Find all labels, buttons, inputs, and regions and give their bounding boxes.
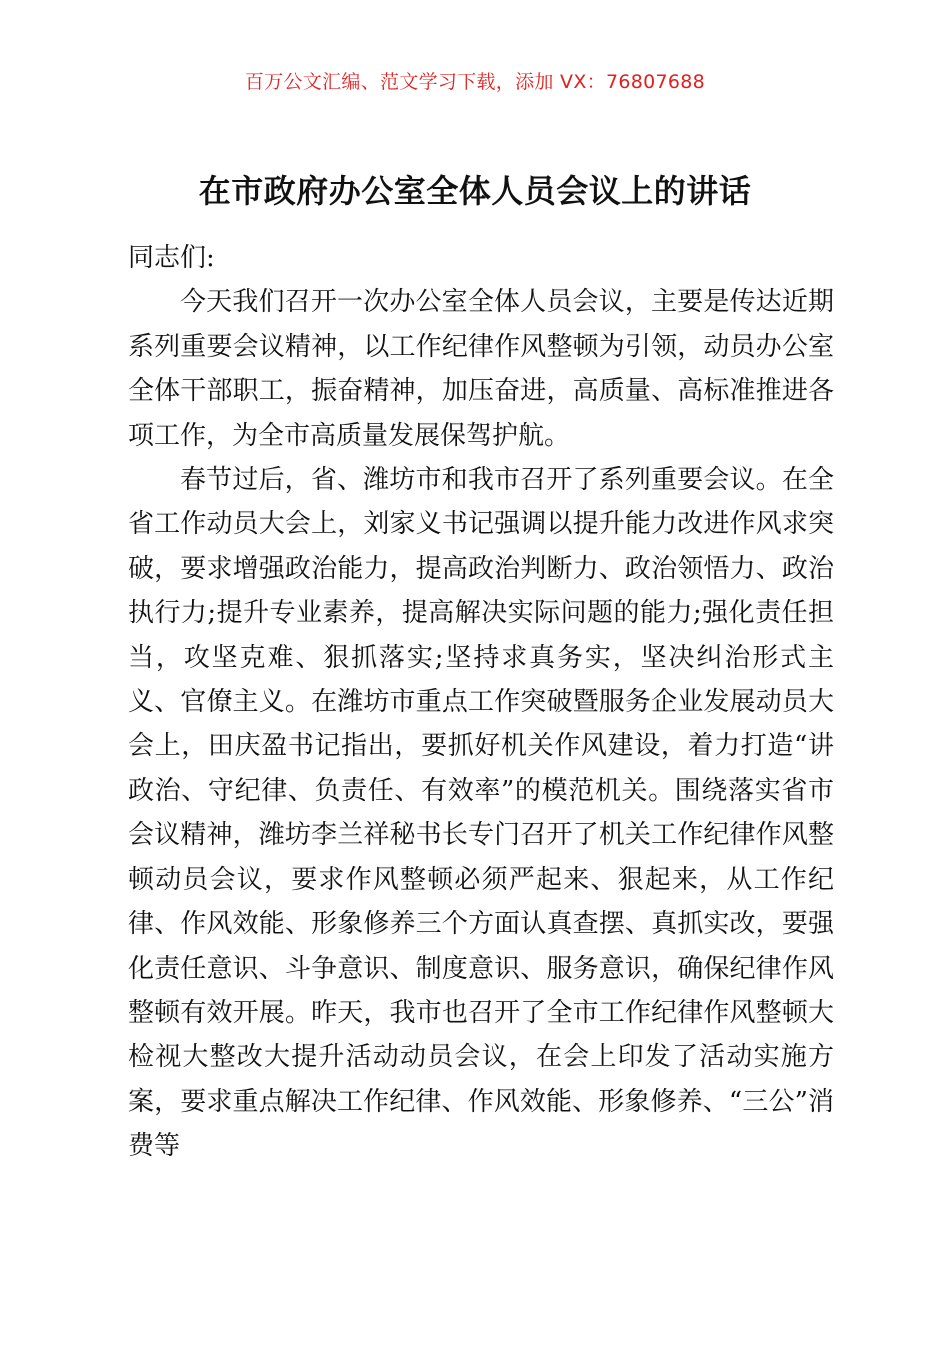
salutation: 同志们: — [128, 243, 215, 273]
paragraph-2: 春节过后，省、潍坊市和我市召开了系列重要会议。在全省工作动员大会上，刘家义书记强调以提升能力改进作风求突破，要求增强政治能力，提高政治判断力、政治领悟力、政治执行力;提升专业素养，提高解决实际问题的能力;强化责任担当，攻坚克难、狠抓落实;坚持求真务实，坚决纠治形式主义、官僚主义。在潍坊市重点工作突破暨服务企业发展动员大会上，田庆盈书记指出，要抓好机关作风建设，着力打造“讲政治、守纪律、负责任、有效率”的模范机关。围绕落实省市会议精神，潍坊李兰祥秘书长专门召开了机关工作纪律作风整顿动员会议，要求作风整顿必须严起来、狠起来，从工作纪律、作风效能、形象修养三个方面认真查摆、真抓实改，要强化责任意识、斗争意识、制度意识、服务意识，确保纪律作风整顿有效开展。昨天，我市也召开了全市工作纪律作风整顿大检视大整改大提升活动动员会议，在会上印发了活动实施方案，要求重点解决工作纪律、作风效能、形象修养、“三公”消费等 — [128, 465, 834, 1162]
watermark-header: 百万公文汇编、范文学习下载，添加 VX：76807688 — [244, 71, 706, 93]
page-title: 在市政府办公室全体人员会议上的讲话 — [198, 172, 752, 210]
paragraph-1: 今天我们召开一次办公室全体人员会议，主要是传达近期系列重要会议精神，以工作纪律作风整顿为引领，动员办公室全体干部职工，振奋精神，加压奋进，高质量、高标准推进各项工作，为全市高质量发展保驾护航。 — [128, 287, 834, 451]
document-body — [128, 236, 834, 1169]
